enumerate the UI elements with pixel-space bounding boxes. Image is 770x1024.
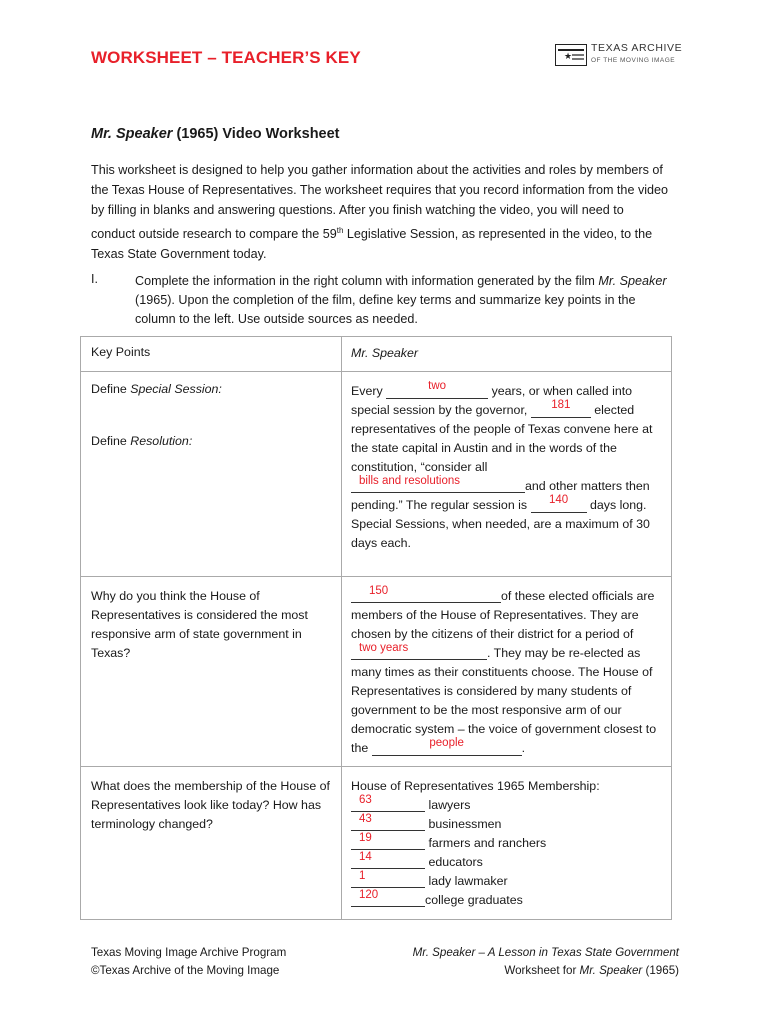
- header-key-points: Key Points: [81, 337, 342, 372]
- answer-blank: 150: [351, 588, 501, 603]
- answer-blank: 181: [531, 402, 591, 418]
- footer-right: [413, 944, 679, 979]
- logo-line2: OF THE MOVING IMAGE: [591, 57, 676, 64]
- header-mr-speaker: Mr. Speaker: [342, 337, 672, 372]
- logo-line1: TEXAS ARCHIVE: [591, 42, 683, 54]
- answer-blank: people: [372, 740, 522, 756]
- membership-heading: House of Representatives 1965 Membership:: [351, 779, 600, 793]
- footer-left: [91, 944, 286, 979]
- list-item: 63 lawyers: [351, 796, 662, 815]
- row3-key-points: What does the membership of the House of Representatives look like today? How has terminology changed?: [81, 767, 342, 920]
- answer-blank: 43: [351, 816, 425, 831]
- footer-program: Texas Moving Image Archive Program: [91, 946, 287, 959]
- row2-key-points: Why do you think the House of Representatives is considered the most responsive arm of state government in Texas?: [81, 577, 342, 767]
- intro-paragraph: This worksheet is designed to help you gather information about the activities and roles by members of the Texas House of Representatives. The worksheet requires that you record information from the video by filling in blanks and answering questions. After you finish watching the video, you will need to conduct outside research to compare the 59th Legislative Session, as represented in the video, to the Texas State Government today.: [91, 163, 669, 261]
- row2-film-info: 150 of these elected officials are members of the House of Representatives. They are chosen by the citizens of their district for a period of two years . They may be re-elected as many times as their constituents choose. The House of Representatives is considered by many students of government to be the most responsive arm of our democratic system – the voice of government closest to the people .: [342, 577, 672, 767]
- row1-key-points: [81, 372, 342, 577]
- list-item: 43 businessmen: [351, 815, 662, 834]
- list-item: 14 educators: [351, 853, 662, 872]
- list-item: 1 lady lawmaker: [351, 872, 662, 891]
- answer-blank: 1: [351, 873, 425, 888]
- table-row: [81, 767, 672, 920]
- section-number: I.: [91, 272, 98, 286]
- texas-archive-logo: [555, 42, 683, 70]
- membership-list: [351, 796, 662, 910]
- answer-blank: bills and resolutions: [351, 478, 525, 493]
- table-header-row: [81, 337, 672, 372]
- worksheet-subtitle: Mr. Speaker (1965) Video Worksheet: [91, 126, 340, 142]
- footer-copyright: ©Texas Archive of the Moving Image: [91, 963, 280, 977]
- row1-film-info: Every two years, or when called into special session by the governor, 181 elected representatives of the people of Texas convene here at the state capital in Austin and in the words of the constitution, “consider all bills and resolutions and other matters then pending.” The regular session is 140 days long. Special Sessions, when needed, are a maximum of 30 days each.: [342, 372, 672, 577]
- answer-blank: two: [386, 383, 488, 399]
- section-instructions: Complete the information in the right column with information generated by the film Mr. Speaker (1965). Upon the completion of the film, define key terms and summarize key points in the column to the left. Use outside sources as needed.: [135, 274, 667, 326]
- answer-blank: 14: [351, 854, 425, 869]
- table-row: [81, 372, 672, 577]
- row3-film-info: [342, 767, 672, 920]
- footer-worksheet-for: Worksheet for Mr. Speaker (1965): [504, 963, 679, 977]
- answer-blank: 19: [351, 835, 425, 850]
- table-row: [81, 577, 672, 767]
- define-special-session: Define Special Session:: [91, 382, 222, 396]
- answer-blank: 140: [531, 497, 587, 513]
- list-item: 19 farmers and ranchers: [351, 834, 662, 853]
- footer-lesson-title: Mr. Speaker – A Lesson in Texas State Government: [412, 946, 679, 959]
- answer-blank: two years: [351, 645, 487, 660]
- answer-blank: 120: [351, 892, 425, 907]
- page-title: WORKSHEET – TEACHER’S KEY: [91, 48, 361, 67]
- texas-flag-icon: ★: [555, 44, 587, 66]
- define-resolution: Define Resolution:: [91, 434, 193, 448]
- worksheet-table: [80, 336, 672, 920]
- list-item: 120 college graduates: [351, 891, 662, 910]
- answer-blank: 63: [351, 797, 425, 812]
